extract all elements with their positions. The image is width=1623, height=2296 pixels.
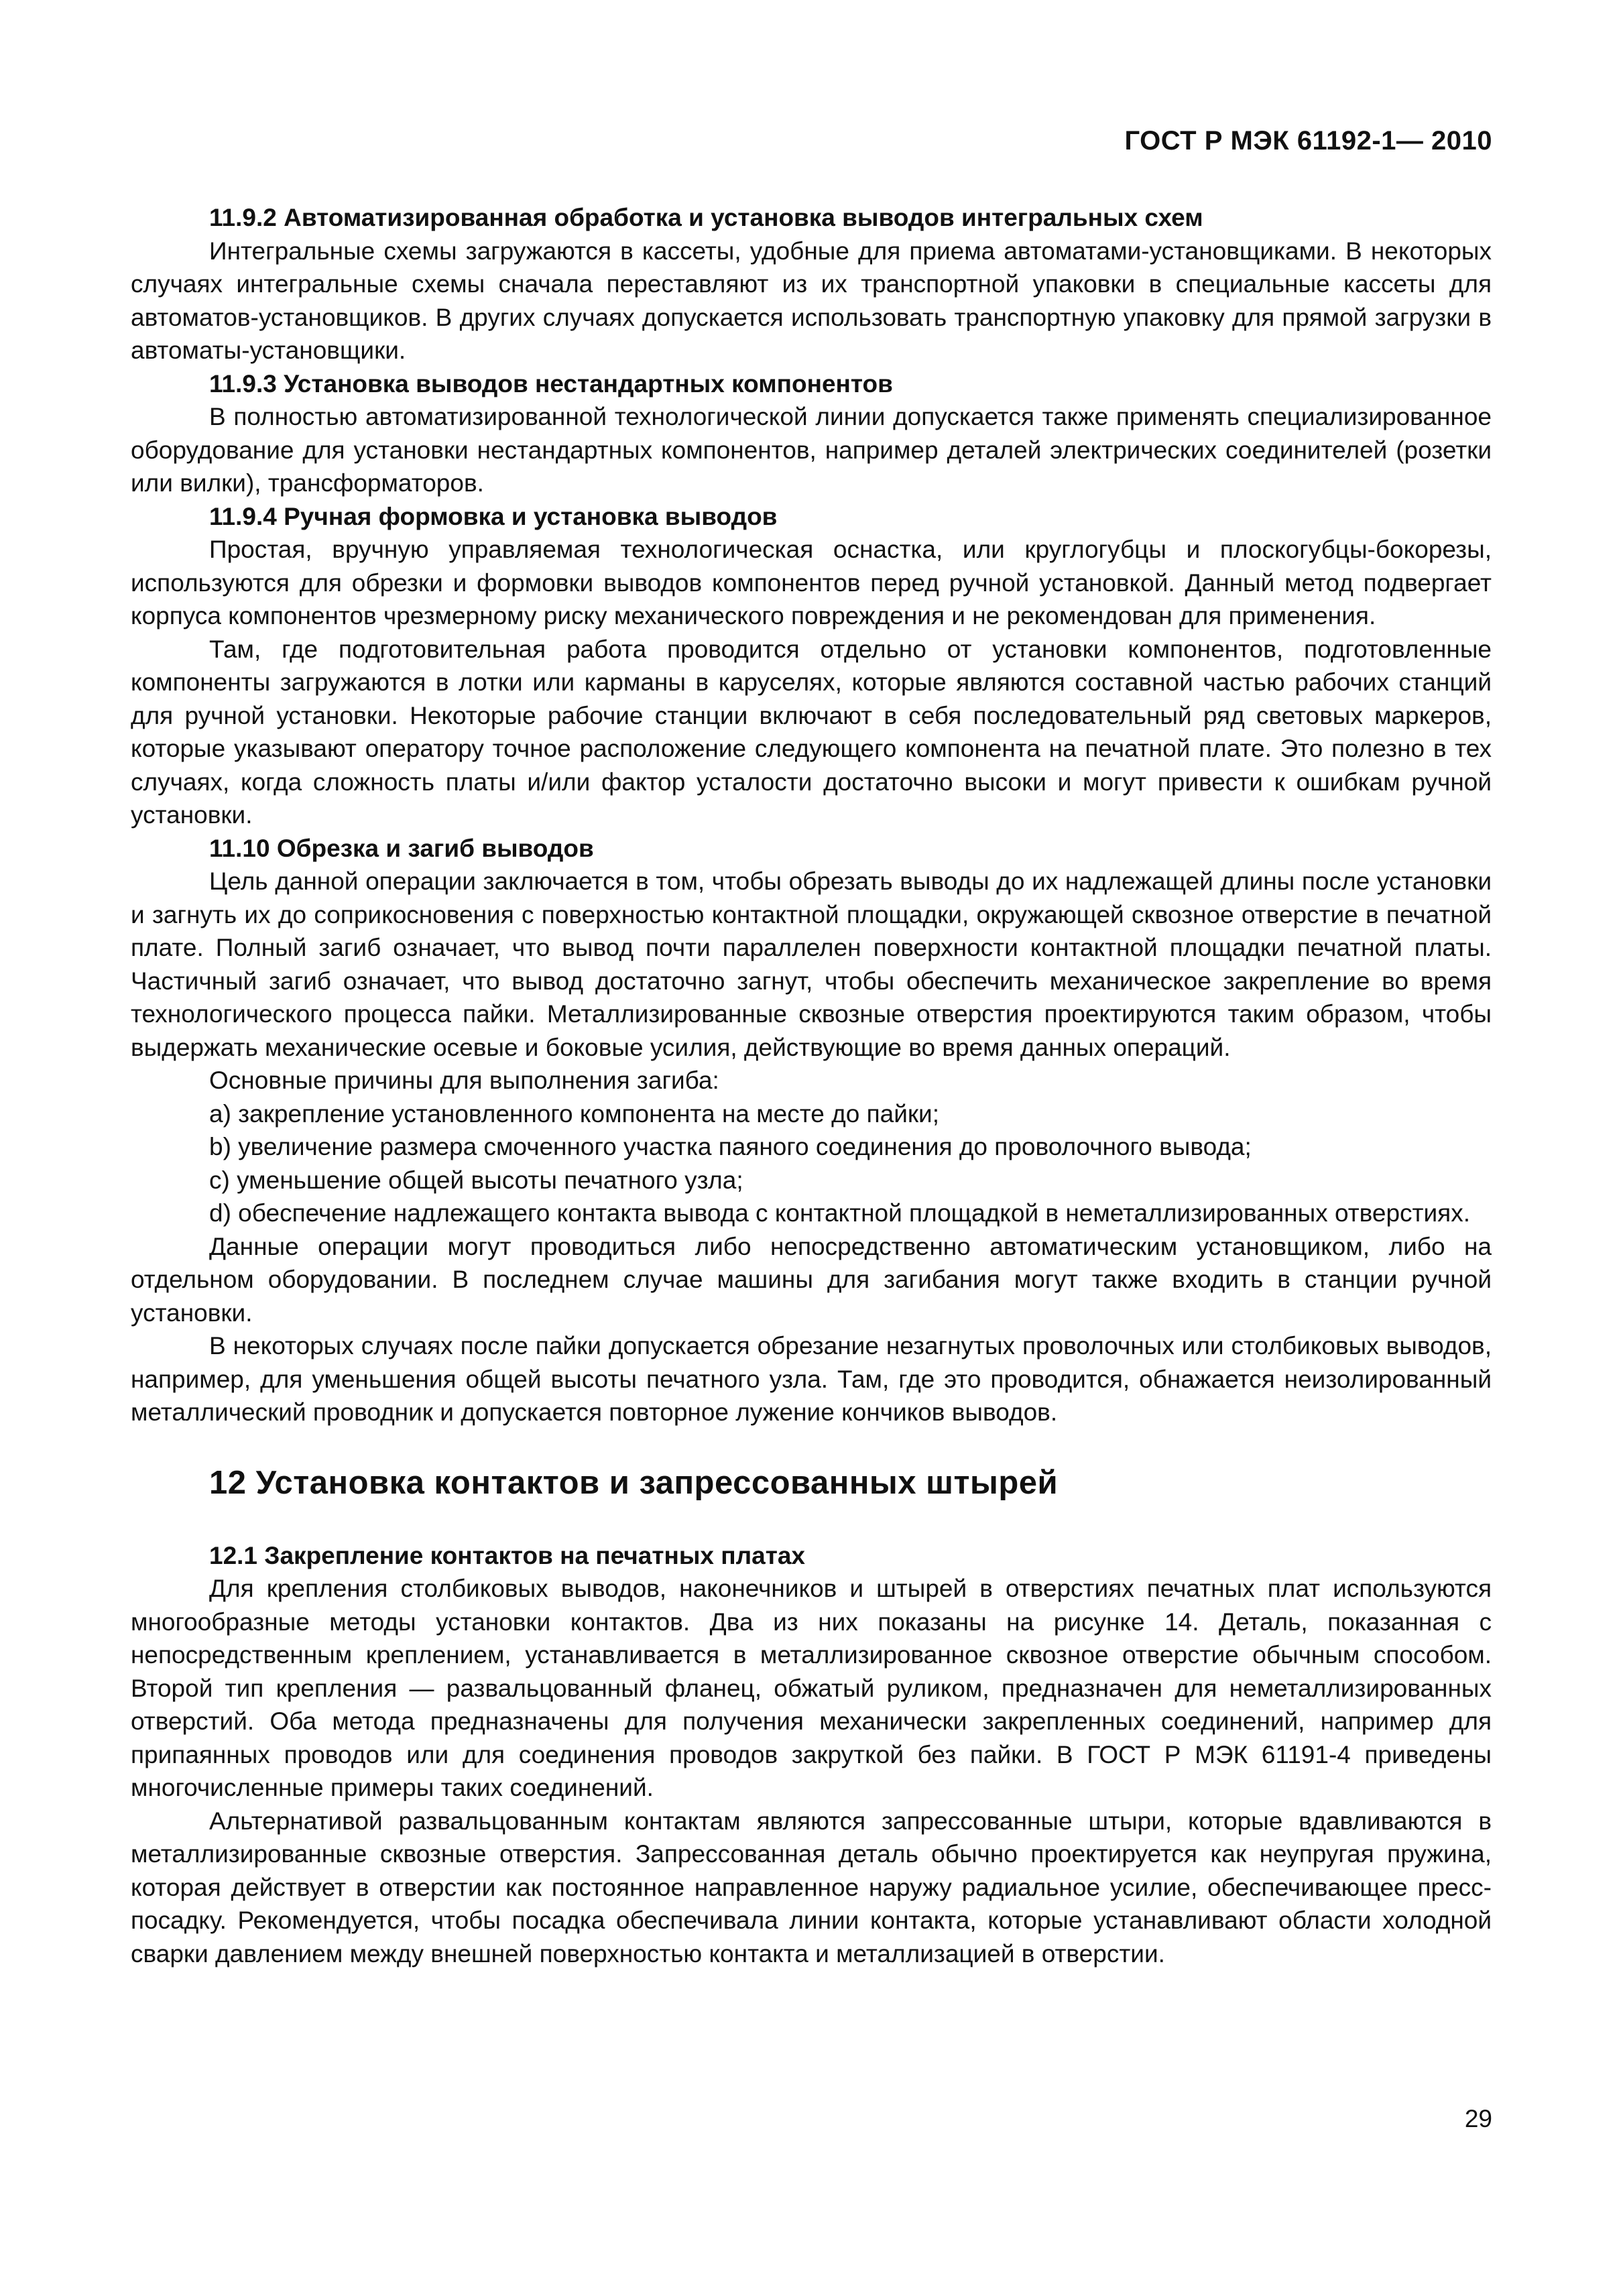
list-item: а) закрепление установленного компонента на месте до пайки; <box>209 1099 940 1128</box>
paragraph: Основные причины для выполнения загиба: <box>209 1067 719 1094</box>
page-number: 29 <box>1464 2105 1492 2132</box>
list-item: с) уменьшение общей высоты печатного узла; <box>209 1166 743 1194</box>
section-11-10-heading: 11.10 Обрезка и загиб выводов <box>209 834 594 862</box>
document-body <box>131 201 1492 1970</box>
list-item: b) увеличение размера смоченного участка паяного соединения до проволочного вывода; <box>209 1133 1252 1160</box>
paragraph: Альтернативой развальцованным контактам являются запрессованные штыри, которые вдавливаются в металлизированные сквозные отверстия. Запрессованная деталь обычно проектируется как неупругая пружина, которая действует в отверстии как постоянное направленное наружу радиальное усилие, обеспечивающее пресс-посадку. Рекомендуется, чтобы посадка обеспечивала линии контакта, которые устанавливают области холодной сварки давлением между внешней поверхностью контакта и металлизацией в отверстии. <box>131 1807 1492 1968</box>
paragraph: Интегральные схемы загружаются в кассеты, удобные для приема автоматами-установщиками. В некоторых случаях интегральные схемы сначала переставляют из их транспортной упаковки в специальные кассеты для автоматов-установщиков. В других случаях допускается использовать транспортную упаковку для прямой загрузки в автоматы-установщики. <box>131 237 1492 364</box>
section-12-1-heading: 12.1 Закрепление контактов на печатных платах <box>209 1541 805 1569</box>
paragraph: Там, где подготовительная работа проводится отдельно от установки компонентов, подготовленные компоненты загружаются в лотки или карманы в каруселях, которые являются составной частью рабочих станций для ручной установки. Некоторые рабочие станции включают в себя последовательный ряд световых маркеров, которые указывают оператору точное расположение следующего компонента на печатной плате. Это полезно в тех случаях, когда сложность платы и/или фактор усталости достаточно высоки и могут привести к ошибкам ручной установки. <box>131 635 1492 829</box>
list-item: d) обеспечение надлежащего контакта вывода с контактной площадкой в неметаллизированных отверстиях. <box>209 1199 1470 1227</box>
section-11-9-4-heading: 11.9.4 Ручная формовка и установка выводов <box>209 502 778 530</box>
paragraph: Цель данной операции заключается в том, чтобы обрезать выводы до их надлежащей длины после установки и загнуть их до соприкосновения с поверхностью контактной площадки, окружающей сквозное отверстие в печатной плате. Полный загиб означает, что вывод почти параллелен поверхности контактной площадки печатной платы. Частичный загиб означает, что вывод достаточно загнут, чтобы обеспечить механическое закрепление во время технологического процесса пайки. Металлизированные сквозные отверстия проектируются таким образом, чтобы выдержать механические осевые и боковые усилия, действующие во время данных операций. <box>131 867 1492 1061</box>
paragraph: В некоторых случаях после пайки допускается обрезание незагнутых проволочных или столбиковых выводов, например, для уменьшения общей высоты печатного узла. Там, где это проводится, обнажается неизолированный металлический проводник и допускается повторное лужение кончиков выводов. <box>131 1332 1492 1426</box>
paragraph: Данные операции могут проводиться либо непосредственно автоматическим установщиком, либо на отдельном оборудовании. В последнем случае машины для загибания могут также входить в станции ручной установки. <box>131 1232 1492 1327</box>
section-11-9-3-heading: 11.9.3 Установка выводов нестандартных компонентов <box>209 369 893 398</box>
document-header: ГОСТ Р МЭК 61192-1— 2010 <box>1124 126 1492 156</box>
paragraph: Для крепления столбиковых выводов, наконечников и штырей в отверстиях печатных плат используются многообразные методы установки контактов. Два из них показаны на рисунке 14. Деталь, показанная с непосредственным креплением, устанавливается в металлизированное сквозное отверстие обычным способом. Второй тип крепления — развальцованный фланец, обжатый руликом, предназначен для неметаллизированных отверстий. Оба метода предназначены для получения механически закрепленных соединений, например для припаянных проводов или для соединения проводов закруткой без пайки. В ГОСТ Р МЭК 61191-4 приведены многочисленные примеры таких соединений. <box>131 1575 1492 1801</box>
section-11-9-2-heading: 11.9.2 Автоматизированная обработка и установка выводов интегральных схем <box>209 204 1203 231</box>
section-12-heading: 12 Установка контактов и запрессованных штырей <box>209 1464 1059 1501</box>
paragraph: В полностью автоматизированной технологической линии допускается также применять специализированное оборудование для установки нестандартных компонентов, например деталей электрических соединителей (розетки или вилки), трансформаторов. <box>131 403 1492 497</box>
paragraph: Простая, вручную управляемая технологическая оснастка, или круглогубцы и плоскогубцы-бокорезы, используются для обрезки и формовки выводов компонентов перед ручной установкой. Данный метод подвергает корпуса компонентов чрезмерному риску механического повреждения и не рекомендован для применения. <box>131 536 1492 629</box>
